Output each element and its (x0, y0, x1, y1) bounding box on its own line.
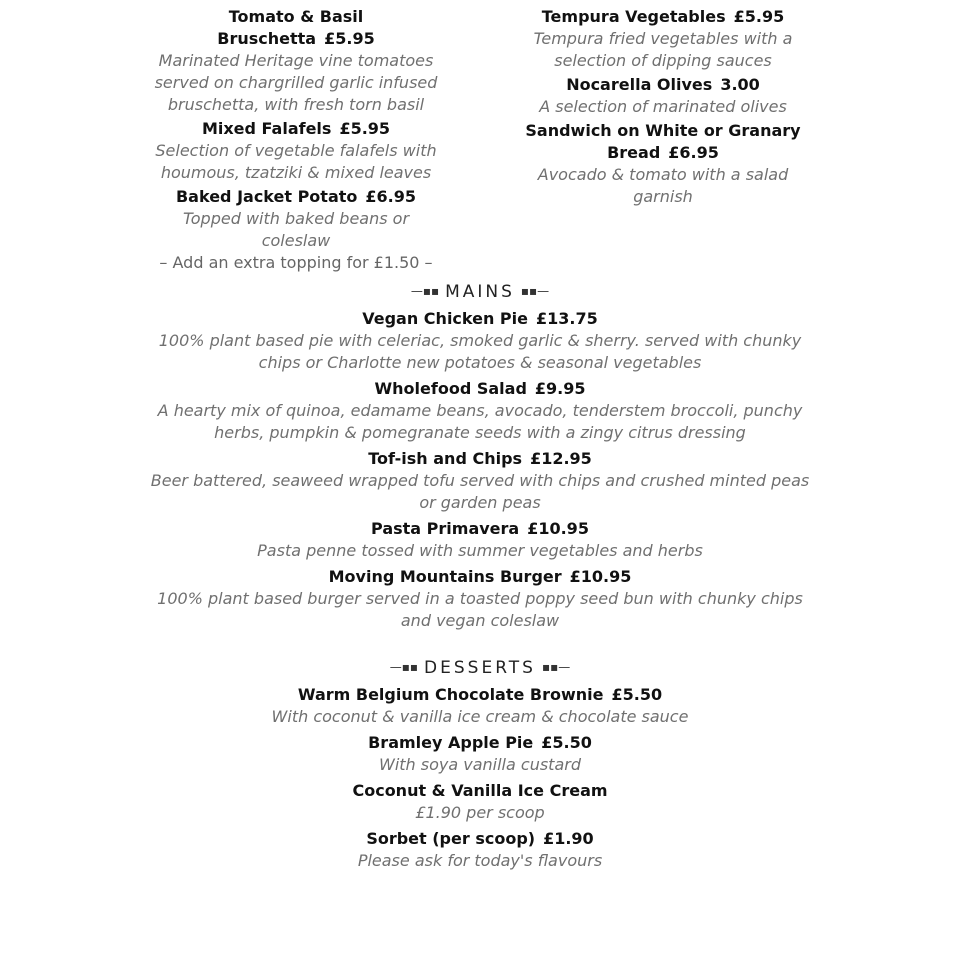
item-price: £6.95 (365, 187, 416, 206)
item-title (150, 378, 810, 400)
section-title: MAINS (445, 282, 515, 302)
menu-item (150, 732, 810, 776)
item-title (522, 120, 804, 164)
item-name: Wholefood Salad (374, 379, 527, 398)
menu-item (150, 684, 810, 728)
mains-list (150, 308, 810, 636)
desserts-list (150, 684, 810, 876)
item-description: £1.90 per scoop (415, 803, 545, 822)
ornament-right: ▪▪— (541, 660, 571, 674)
menu-item (150, 308, 810, 374)
item-price: 3.00 (720, 75, 760, 94)
item-title (150, 448, 810, 470)
section-heading-desserts (0, 656, 960, 679)
menu-item (522, 120, 804, 208)
menu-item (150, 378, 810, 444)
item-title (150, 186, 442, 208)
item-title (150, 828, 810, 850)
item-title (522, 74, 804, 96)
menu-item (150, 448, 810, 514)
item-description: Avocado & tomato with a salad garnish (537, 165, 789, 206)
item-name: Warm Belgium Chocolate Brownie (297, 685, 604, 704)
item-description: Topped with baked beans or coleslaw (182, 209, 410, 250)
item-name: Sorbet (per scoop) (366, 829, 536, 848)
item-name: Vegan Chicken Pie (362, 309, 528, 328)
item-description: Please ask for today's flavours (357, 851, 603, 870)
item-name: Pasta Primavera (371, 519, 520, 538)
item-title (150, 566, 810, 588)
item-description: Tempura fried vegetables with a selection of dipping sauces (533, 29, 793, 70)
section-heading-mains (0, 280, 960, 303)
item-description: 100% plant based burger served in a toasted poppy seed bun with chunky chips and vegan coleslaw (157, 589, 803, 630)
item-price: £12.95 (530, 449, 592, 468)
item-name: Tomato & Basil Bruschetta (217, 7, 364, 48)
item-price: £5.50 (541, 733, 592, 752)
item-description: With coconut & vanilla ice cream & chocolate sauce (271, 707, 689, 726)
item-title (150, 118, 442, 140)
item-name: Moving Mountains Burger (328, 567, 562, 586)
item-title (150, 780, 810, 802)
item-name: Tempura Vegetables (541, 7, 726, 26)
item-price: £10.95 (569, 567, 632, 586)
menu-item (150, 518, 810, 562)
item-name: Sandwich on White or Granary Bread (525, 121, 801, 162)
item-price: £5.50 (611, 685, 663, 704)
menu-item (150, 566, 810, 632)
item-description: A hearty mix of quinoa, edamame beans, avocado, tenderstem broccoli, punchy herbs, pumpkin & pomegranate seeds with a zingy citrus dressing (157, 401, 803, 442)
starters-left-column (150, 6, 442, 276)
section-title: DESSERTS (424, 658, 536, 678)
item-name: Baked Jacket Potato (175, 187, 358, 206)
item-price: £9.95 (534, 379, 586, 398)
item-title (150, 308, 810, 330)
menu-item (150, 6, 442, 116)
item-price: £13.75 (536, 309, 598, 328)
item-name: Mixed Falafels (201, 119, 332, 138)
item-description: Pasta penne tossed with summer vegetables and herbs (257, 541, 703, 560)
item-title (522, 6, 804, 28)
menu-item (150, 828, 810, 872)
item-price: £1.90 (543, 829, 594, 848)
item-description: Selection of vegetable falafels with houmous, tzatziki & mixed leaves (155, 141, 437, 182)
menu-item (150, 186, 442, 274)
item-price: £6.95 (668, 143, 719, 162)
item-name: Coconut & Vanilla Ice Cream (352, 781, 608, 800)
item-name: Nocarella Olives (566, 75, 713, 94)
item-description: With soya vanilla custard (379, 755, 581, 774)
menu-item (522, 6, 804, 72)
item-title (150, 6, 442, 50)
menu-item (150, 118, 442, 184)
ornament-right: ▪▪— (520, 284, 550, 298)
item-extra-note: – Add an extra topping for £1.50 – (159, 253, 433, 272)
item-description: A selection of marinated olives (539, 97, 787, 116)
menu-item (522, 74, 804, 118)
item-title (150, 518, 810, 540)
item-name: Bramley Apple Pie (368, 733, 534, 752)
starters-right-column (522, 6, 804, 210)
item-price: £10.95 (527, 519, 589, 538)
item-description: 100% plant based pie with celeriac, smoked garlic & sherry. served with chunky chips or Charlotte new potatoes & seasonal vegetables (158, 331, 802, 372)
menu-item (150, 780, 810, 824)
item-title (150, 684, 810, 706)
ornament-left: —▪▪ (389, 660, 419, 674)
item-price: £5.95 (733, 7, 785, 26)
item-price: £5.95 (324, 29, 375, 48)
item-description: Beer battered, seaweed wrapped tofu served with chips and crushed minted peas or garden peas (150, 471, 810, 512)
item-name: Tof-ish and Chips (368, 449, 523, 468)
item-title (150, 732, 810, 754)
item-description: Marinated Heritage vine tomatoes served on chargrilled garlic infused bruschetta, with fresh torn basil (154, 51, 438, 114)
item-price: £5.95 (339, 119, 391, 138)
ornament-left: —▪▪ (410, 284, 440, 298)
